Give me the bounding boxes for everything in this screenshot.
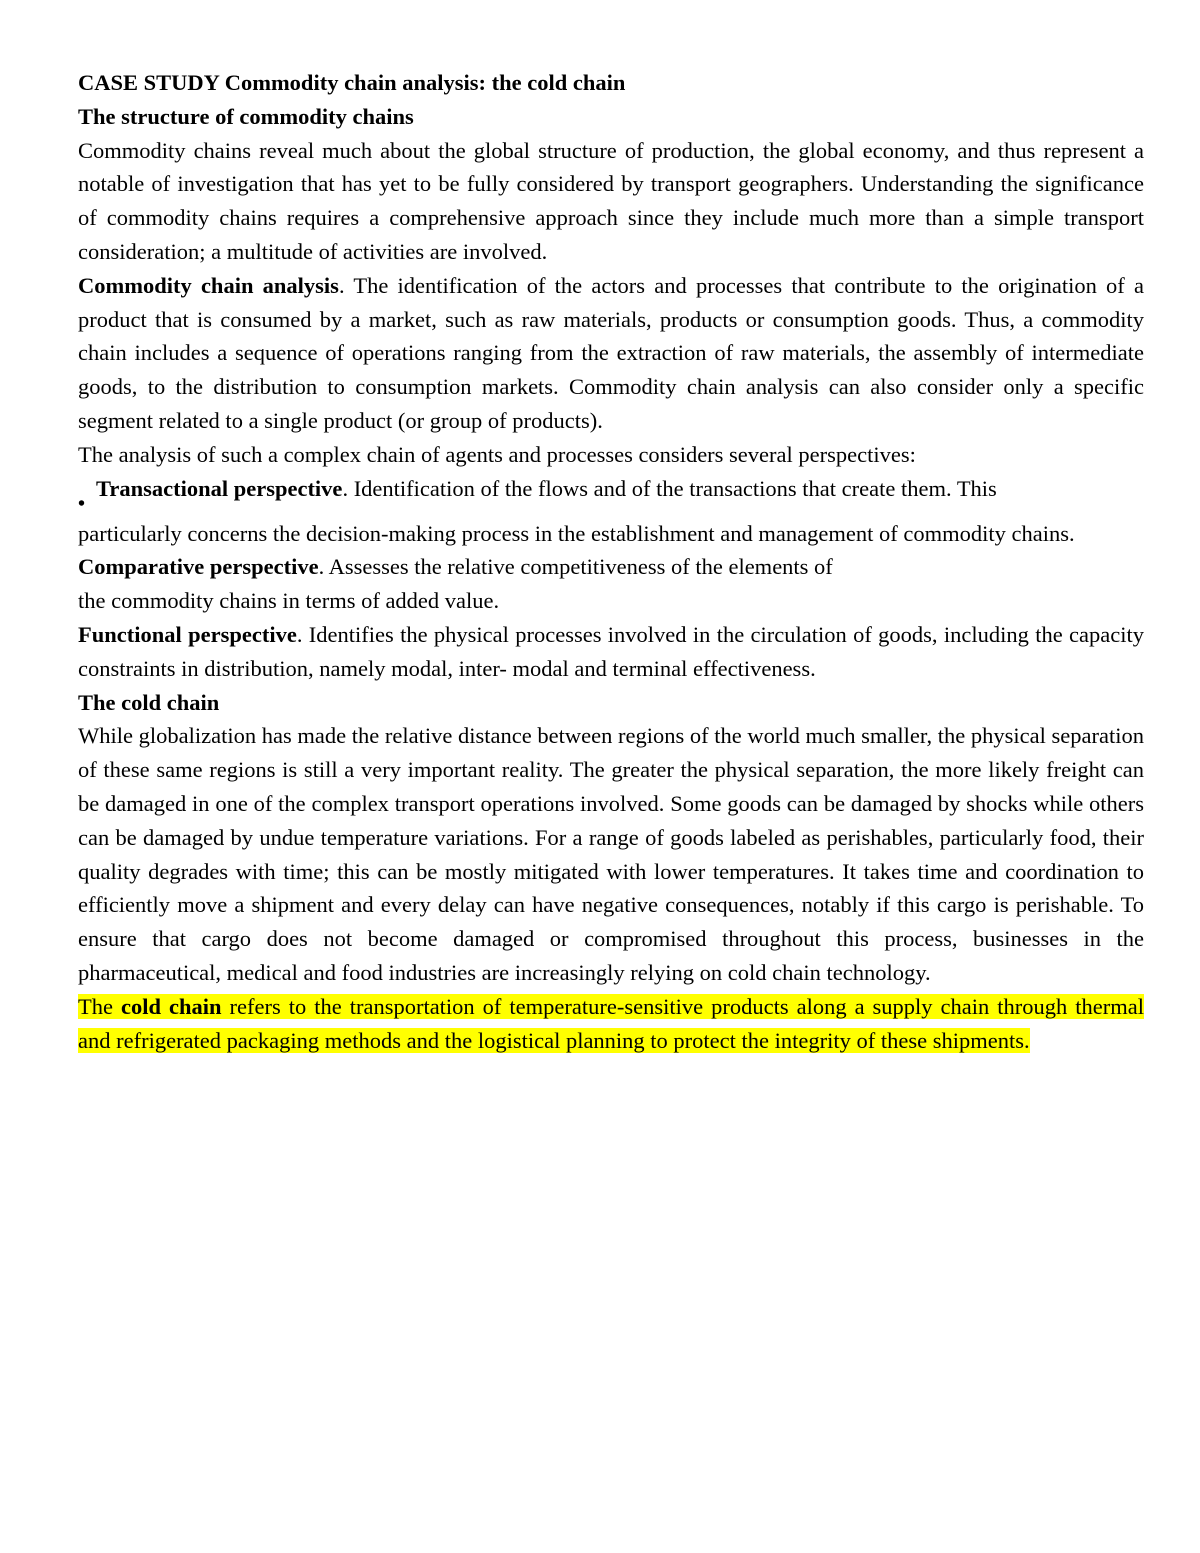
paragraph-functional (78, 618, 1144, 686)
text-comparative-line1: . Assesses the relative competitiveness of the elements of (318, 554, 833, 580)
bullet-item-transactional (78, 472, 1144, 517)
paragraph-comparative-line2: the commodity chains in terms of added value. (78, 588, 500, 614)
highlight-definition: refers to the transportation of temperature-sensitive products along a supply chain through thermal and refrigerated packaging methods and the logistical planning to protect the integrity of these shipments. (78, 993, 1144, 1053)
bullet-first-line (78, 472, 1144, 517)
document-title: CASE STUDY Commodity chain analysis: the cold chain (78, 70, 626, 95)
bullet-icon: • (78, 492, 86, 515)
term-comparative-perspective: Comparative perspective (78, 554, 319, 580)
paragraph-transactional-continued: particularly concerns the decision-making process in the establishment and management of commodity chains. (78, 520, 1075, 546)
section-heading-structure: The structure of commodity chains (78, 103, 414, 129)
paragraph-perspectives-intro: The analysis of such a complex chain of agents and processes considers several perspectives: (78, 441, 916, 467)
highlight-term-cold-chain: cold chain (120, 993, 222, 1019)
term-functional-perspective: Functional perspective (78, 621, 297, 647)
paragraph-cold-chain-definition (78, 990, 1144, 1058)
paragraph-structure: Commodity chains reveal much about the global structure of production, the global economy, and thus represent a notable of investigation that has yet to be fully considered by transport geographers. Understanding the significance of commodity chains requires a comprehensive approach since they include much more than a simple transport consideration; a multitude of activities are involved. (78, 137, 1144, 264)
term-transactional-perspective: Transactional perspective (96, 475, 343, 501)
text-functional: . Identifies the physical processes involved in the circulation of goods, including the capacity constraints in distribution, namely modal, inter- modal and terminal effectiveness. (78, 621, 1144, 681)
highlight-lead: The (78, 993, 121, 1019)
paragraph-commodity-chain-analysis (78, 269, 1144, 438)
text-commodity-chain-analysis: . The identification of the actors and processes that contribute to the origination of a product that is consumed by a market, such as raw materials, products or consumption goods. Thus, a commodity chain includes a sequence of operations ranging from the extraction of raw materials, the assembly of intermediate goods, to the distribution to consumption markets. Commodity chain analysis can also consider only a specific segment related to a single product (or group of products). (78, 272, 1144, 433)
paragraph-cold-chain: While globalization has made the relative distance between regions of the world much smaller, the physical separation of these same regions is still a very important reality. The greater the physical separation, the more likely freight can be damaged in one of the complex transport operations involved. Some goods can be damaged by shocks while others can be damaged by undue temperature variations. For a range of goods labeled as perishables, particularly food, their quality degrades with time; this can be mostly mitigated with lower temperatures. It takes time and coordination to efficiently move a shipment and every delay can have negative consequences, notably if this cargo is perishable. To ensure that cargo does not become damaged or compromised throughout this process, businesses in the pharmaceutical, medical and food industries are increasingly relying on cold chain technology. (78, 723, 1144, 985)
paragraph-comparative (78, 550, 1144, 584)
text-transactional-line1: . Identification of the flows and of the transactions that create them. This (342, 475, 997, 501)
section-heading-cold-chain: The cold chain (78, 689, 220, 715)
term-commodity-chain-analysis: Commodity chain analysis (78, 272, 339, 298)
